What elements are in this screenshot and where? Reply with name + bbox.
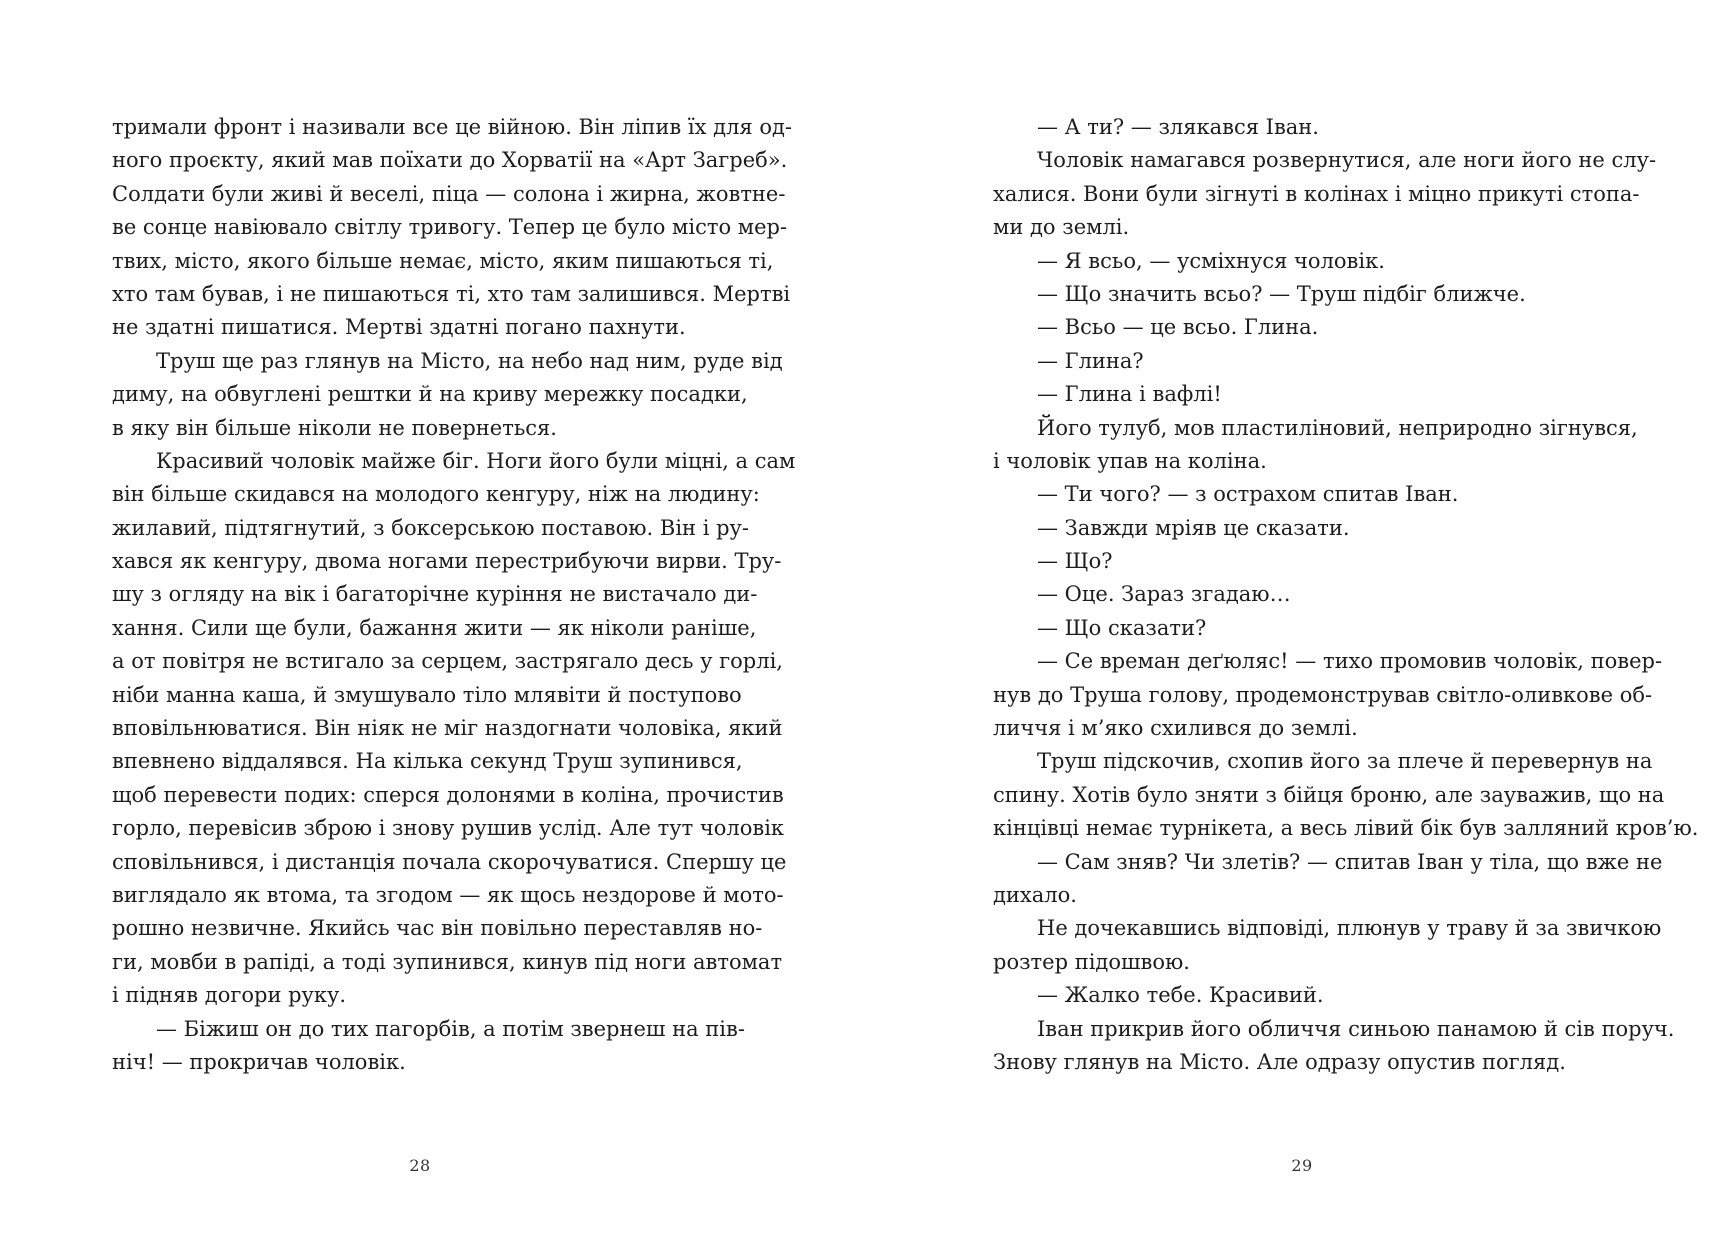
text-line: впевнено віддалявся. На кілька секунд Труш зупинився, xyxy=(112,749,743,774)
text-line: в яку він більше ніколи не повернеться. xyxy=(112,415,557,440)
text-line: хання. Сили ще були, бажання жити — як ніколи раніше, xyxy=(112,615,757,640)
text-line: хався як кенгуру, двома ногами перестрибуючи вирви. Тру- xyxy=(112,549,782,574)
text-line: вповільнюватися. Він ніяк не міг наздогнати чоловіка, який xyxy=(112,716,783,741)
text-line: щоб перевести подих: сперся долонями в коліна, прочистив xyxy=(112,782,784,807)
text-line: Чоловік намагався розвернутися, але ноги його не слу- xyxy=(1037,148,1657,173)
text-line: хто там бував, і не пишаються ті, хто там залишився. Мертві xyxy=(112,281,791,306)
text-line: дихало. xyxy=(993,882,1077,907)
text-line: — Біжиш он до тих пагорбів, а потім звернеш на пів- xyxy=(156,1016,745,1041)
text-line: — Що? xyxy=(1037,549,1113,574)
text-line: Труш підскочив, схопив його за плече й перевернув на xyxy=(1037,749,1653,774)
text-line: і підняв догори руку. xyxy=(112,983,347,1008)
text-line: диму, на обвуглені рештки й на криву мережку посадки, xyxy=(112,382,748,407)
text-line: — Глина і вафлі! xyxy=(1037,382,1222,407)
text-line: виглядало як втома, та згодом — як щось нездорове й мото- xyxy=(112,882,784,907)
left-page-body xyxy=(112,111,796,1111)
text-line: ми до землі. xyxy=(993,215,1130,240)
text-line: а от повітря не встигало за серцем, застрягало десь у горлі, xyxy=(112,649,783,674)
text-line: нув до Труша голову, продемонстрував світло-оливкове об- xyxy=(993,682,1653,707)
text-line: горло, перевісив зброю і знову рушив услід. Але тут чоловік xyxy=(112,816,785,841)
text-line: — Оце. Зараз згадаю… xyxy=(1037,582,1291,607)
page-number-right: 29 xyxy=(1291,1156,1313,1175)
text-line: і чоловік упав на коліна. xyxy=(993,448,1267,473)
text-line: не здатні пишатися. Мертві здатні погано пахнути. xyxy=(112,315,686,340)
text-line: Іван прикрив його обличчя синьою панамою й сів поруч. xyxy=(1037,1016,1675,1041)
right-page-body xyxy=(993,111,1699,1111)
text-line: — Що сказати? xyxy=(1037,615,1207,640)
text-line: — Се времан деґюляс! — тихо промовив чоловік, повер- xyxy=(1037,649,1663,674)
text-line: — Ти чого? — з острахом спитав Іван. xyxy=(1037,482,1459,507)
text-line: жилавий, підтягнутий, з боксерською поставою. Він і ру- xyxy=(112,515,750,540)
text-line: Знову глянув на Місто. Але одразу опустив погляд. xyxy=(993,1049,1566,1074)
text-line: — Я всьо, — усміхнуся чоловік. xyxy=(1037,248,1385,273)
text-line: — Завжди мріяв це сказати. xyxy=(1037,515,1350,540)
text-line: спину. Хотів було зняти з бійця броню, але зауважив, що на xyxy=(993,782,1665,807)
text-line: — Глина? xyxy=(1037,348,1144,373)
text-line: — Жалко тебе. Красивий. xyxy=(1037,983,1324,1008)
text-line: твих, місто, якого більше немає, місто, яким пишаються ті, xyxy=(112,248,774,273)
text-line: халися. Вони були зігнуті в колінах і міцно прикуті стопа- xyxy=(993,181,1640,206)
text-line: — Всьо — це всьо. Глина. xyxy=(1037,315,1319,340)
text-line: ги, мовби в рапіді, а тоді зупинився, кинув під ноги автомат xyxy=(112,949,783,974)
text-line: тримали фронт і називали все це війною. Він ліпив їх для од- xyxy=(112,115,793,139)
text-line: ніч! — прокричав чоловік. xyxy=(112,1049,406,1074)
text-line: ніби манна каша, й змушувало тіло млявіти й поступово xyxy=(112,682,742,707)
page-number-left: 28 xyxy=(409,1156,431,1175)
text-line: рошно незвичне. Якийсь час він повільно переставляв но- xyxy=(112,916,763,941)
text-line: ного проєкту, який мав поїхати до Хорватії на «Арт Загреб». xyxy=(112,148,788,173)
text-line: Солдати були живі й веселі, піца — солона і жирна, жовтне- xyxy=(112,181,786,206)
text-line: розтер підошвою. xyxy=(993,949,1190,974)
text-line: личчя і м’яко схилився до землі. xyxy=(993,716,1358,741)
text-line: Його тулуб, мов пластиліновий, неприродно зігнувся, xyxy=(1037,415,1638,440)
text-line: він більше скидався на молодого кенгуру, ніж на людину: xyxy=(112,482,760,507)
text-line: — Сам зняв? Чи злетів? — спитав Іван у тіла, що вже не xyxy=(1037,849,1663,874)
text-line: Красивий чоловік майже біг. Ноги його були міцні, а сам xyxy=(156,448,796,473)
text-line: Труш ще раз глянув на Місто, на небо над ним, руде від xyxy=(156,348,783,373)
text-line: — А ти? — злякався Іван. xyxy=(1037,115,1319,139)
text-line: — Що значить всьо? — Труш підбіг ближче. xyxy=(1037,281,1526,306)
text-line: Не дочекавшись відповіді, плюнув у траву й за звичкою xyxy=(1037,916,1662,941)
text-line: сповільнився, і дистанція почала скорочуватися. Спершу це xyxy=(112,849,787,874)
text-line: кінцівці немає турнікета, а весь лівий бік був залляний кров’ю. xyxy=(993,816,1699,841)
text-line: ве сонце навіювало світлу тривогу. Тепер це було місто мер- xyxy=(112,215,788,240)
text-line: шу з огляду на вік і багаторічне куріння не вистачало ди- xyxy=(112,582,758,607)
